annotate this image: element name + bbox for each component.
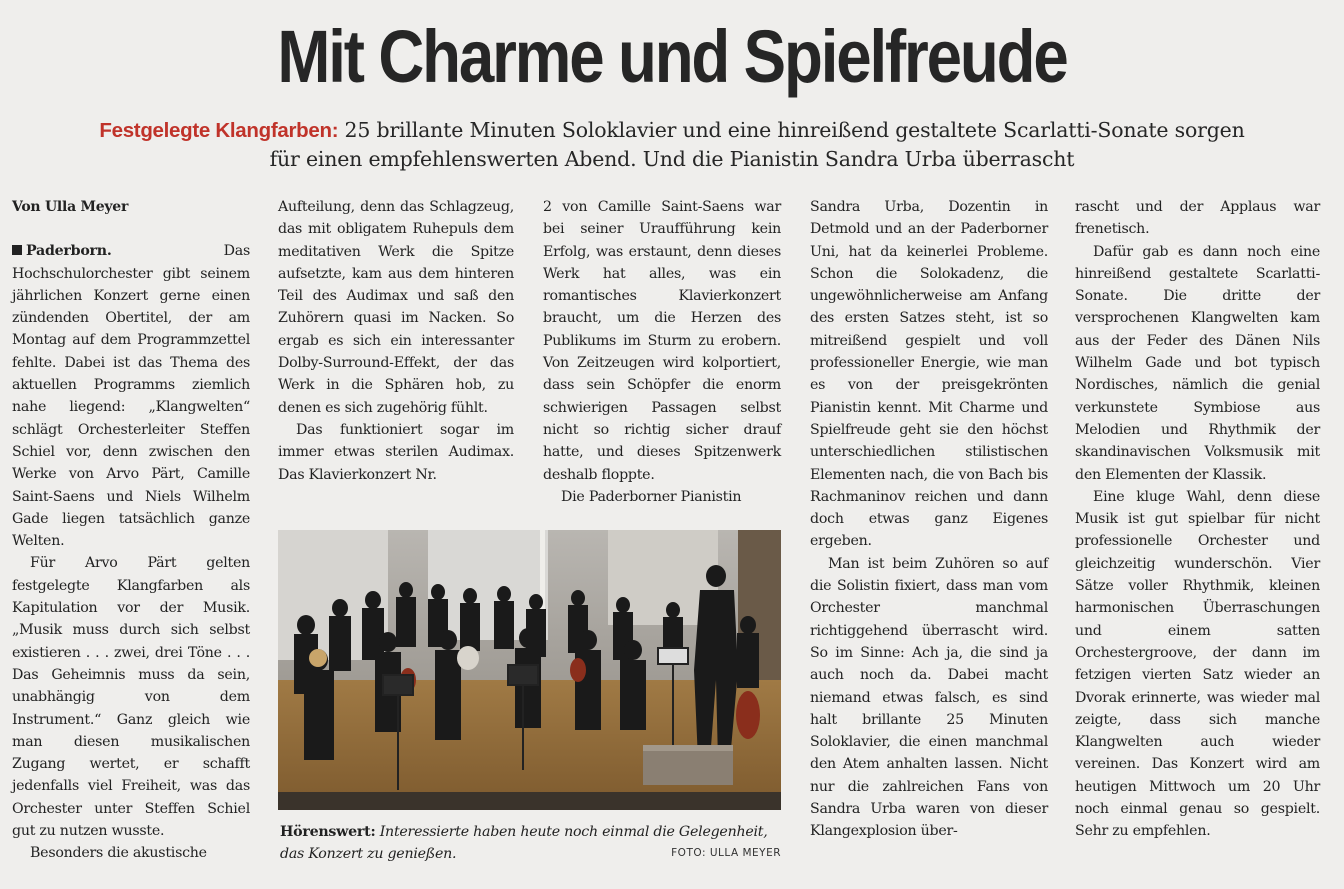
article-column-4 (810, 196, 1048, 843)
subhead-line-1 (0, 116, 1344, 145)
square-bullet-icon (12, 245, 22, 255)
subheadline (0, 116, 1344, 174)
subhead-line-2: für einen empfehlenswerten Abend. Und die Pianistin Sandra Urba überrascht (269, 147, 1075, 171)
col5-paragraph-2: Dafür gab es dann noch eine hinreißend gestaltete Scarlatti-Sonate. Die dritte der versprochenen Klangwelten kam aus der Feder des Dänen Nils Wilhelm Gade und bot typisch Nordisches, nämlich die genial verkunstete Symbiose aus Melodien und Rhythmik der skandinavischen Volksmusik mit den Elementen der Klassik. (1075, 243, 1320, 483)
col1-p1-text: Das Hochschulorchester gibt seinem jährlichen Konzert gerne einen zündenden Obertitel, der am Montag auf dem Programmzettel fehlte. Dabei ist das Thema des aktuellen Programms ziemlich nahe liegend: „Klangwelten“ schlägt Orchesterleiter Steffen Schiel vor, denn zwischen den Werke von Arvo Pärt, Camille Saint-Saens und Niels Wilhelm Gade liegen tatsächlich ganze Welten. (12, 243, 250, 550)
headline: Mit Charme und Spielfreude (277, 15, 1067, 98)
col3-paragraph-1: 2 von Camille Saint-Saens war bei seiner Uraufführung kein Erfolg, was erstaunt, denn dieses Werk hat alles, was ein romantisches Klavierkonzert braucht, um die Herzen des Publikums im Sturm zu erobern. Von Zeitzeugen wird kolportiert, dass sein Schöpfer die enorm schwierigen Passagen selbst nicht so richtig sicher drauf hatte, und dieses Spitzenwerk deshalb floppte. (543, 199, 781, 483)
col4-paragraph-1: Sandra Urba, Dozentin in Detmold und an der Paderborner Uni, hat da keinerlei Probleme. Schon die Solokadenz, die ungewöhnlicherweise am Anfang des ersten Satzes steht, ist so mitreißend gespielt und voll professioneller Energie, wie man es von der preisgekrönten Pianistin kennt. Mit Charme und Spielfreude geht sie den höchst unterschiedlichen stilistischen Elementen nach, die von Bach bis Rachmaninov reichen und dann doch etwas ganz Eigenes ergeben. (810, 199, 1048, 550)
col5-paragraph-1: rascht und der Applaus war frenetisch. (1075, 199, 1320, 238)
col1-paragraph-2: Für Arvo Pärt gelten festgelegte Klangfarben als Kapitulation vor der Musik. „Musik muss durch sich selbst existieren . . . zwei, drei Töne . . . Das Geheimnis muss da sein, unabhängig von dem Instrument.“ Ganz gleich wie man diesen musikalischen Zugang wertet, er schafft jedenfalls viel Freiheit, was das Orchester unter Steffen Schiel gut zu nutzen wusste. (12, 555, 250, 840)
col3-paragraph-2: Die Paderborner Pianistin (561, 488, 742, 505)
caption-text: Interessierte haben heute noch einmal die Gelegenheit, das Konzert zu genießen. (280, 824, 768, 862)
photo-credit: FOTO: ULLA MEYER (671, 847, 781, 859)
orchestra-photo (278, 530, 781, 810)
caption-label: Hörenswert: (280, 824, 376, 840)
subhead-text-1: 25 brillante Minuten Soloklavier und eine hinreißend gestaltete Scarlatti-Sonate sorgen (338, 118, 1245, 142)
col5-paragraph-3: Eine kluge Wahl, denn diese Musik ist gut spielbar für nicht professionelle Orchester und gleichzeitig wunderschön. Vier Sätze voller Rhythmik, kleinen harmonischen Überraschungen und einem satten Orchestergroove, der dann im fetzigen vierten Satz wieder an Dvorak erinnerte, was wieder mal zeigte, dass sich manche Klangwelten auch wieder vereinen. Das Konzert wird am heutigen Mittwoch um 20 Uhr noch einmal genau so gespielt. Sehr zu empfehlen. (1075, 488, 1320, 840)
article-column-1 (12, 196, 250, 865)
col4-paragraph-2: Man ist beim Zuhören so auf die Solistin fixiert, dass man vom Orchester manchmal richtiggehend überrascht wird. So im Sinne: Ach ja, die sind ja auch noch da. Dabei macht niemand etwas falsch, es sind halt brillante 25 Minuten Soloklavier, die einen manchmal den Atem anhalten lassen. Nicht nur die zahlreichen Fans von Sandra Urba waren von dieser Klangexplosion über- (810, 555, 1048, 840)
byline: Von Ulla Meyer (12, 199, 129, 215)
article-column-2 (278, 196, 514, 486)
col1-paragraph-3: Besonders die akustische (30, 845, 207, 862)
col2-paragraph-1: Aufteilung, denn das Schlagzeug, das mit obligatem Ruhepuls dem meditativen Werk die Spitze aufsetzte, kam aus dem hinteren Teil des Audimax und saß den Zuhörern quasi im Nacken. So ergab es sich ein interessanter Dolby-Surround-Effekt, der das Werk in die Sphären hob, zu denen es sich zugehörig fühlt. (278, 199, 514, 416)
subhead-kicker: Festgelegte Klangfarben: (99, 119, 339, 142)
orchestra-photo-illustration (278, 530, 781, 810)
article-column-3 (543, 196, 781, 508)
col1-paragraph-1 (12, 240, 250, 552)
col2-paragraph-2: Das funktioniert sogar im immer etwas sterilen Audimax. Das Klavierkonzert Nr. (278, 421, 514, 483)
dateline: Paderborn. (26, 243, 112, 260)
article-column-5 (1075, 196, 1320, 843)
